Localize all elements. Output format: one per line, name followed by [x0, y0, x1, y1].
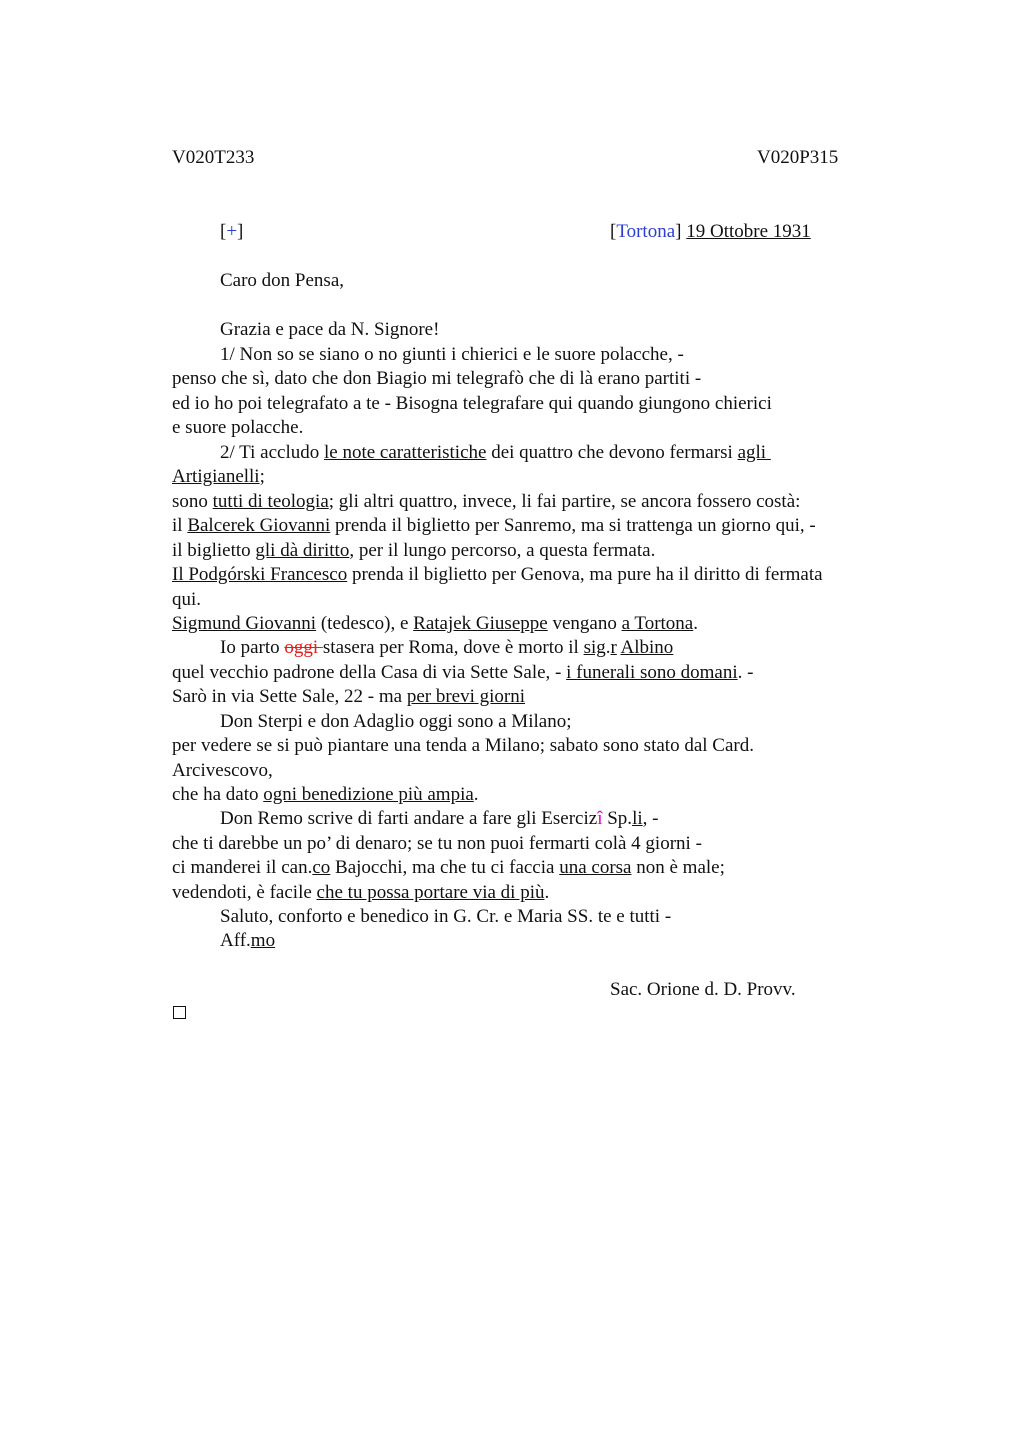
p5-line2: che ti darebbe un po’ di denaro; se tu non puoi fermarti colà 4 giorni - [172, 833, 702, 854]
p5-line3 [172, 856, 725, 880]
t: i funerali sono domani [566, 662, 738, 683]
p2-line8 [172, 612, 698, 636]
p2-line6 [172, 563, 823, 587]
t: ogni benedizione più ampia [263, 784, 474, 805]
t: le note caratteristiche [323, 442, 487, 463]
t: il [172, 515, 188, 536]
checkbox-square-icon [173, 1006, 186, 1019]
t: 2/ Ti accludo [220, 442, 324, 463]
t: Balcerek Giovanni [187, 515, 331, 536]
p5-line4 [172, 881, 549, 905]
marker: [+] [220, 221, 244, 242]
p2-line4 [172, 514, 816, 538]
t: ci manderei il can. [172, 857, 313, 878]
p3-line3 [172, 685, 525, 709]
t: che tu possa portare via di più [316, 882, 545, 903]
t: Sarò in via Sette Sale, 22 - ma [172, 686, 407, 707]
t: vedendoti, è facile [172, 882, 317, 903]
t: , - [642, 808, 659, 829]
t: non è male; [631, 857, 725, 878]
signature: Sac. Orione d. D. Provv. [610, 979, 796, 1000]
t: Artigianelli [172, 466, 260, 487]
t: Aff. [220, 930, 251, 951]
t: Don Remo scrive di farti andare a fare gli Eserciz [220, 808, 598, 829]
deleted-text: oggi [284, 637, 323, 658]
salutation: Caro don Pensa, [220, 270, 345, 291]
t: il biglietto [172, 540, 256, 561]
t: vengano [547, 613, 622, 634]
t: prenda il biglietto per Genova, ma pure ha il diritto di fermata [347, 564, 823, 585]
t: che ha dato [172, 784, 264, 805]
p2-line7: qui. [172, 589, 202, 610]
p4-line3: Arcivescovo, [172, 760, 273, 781]
t: per brevi giorni [406, 686, 525, 707]
t: mo [250, 930, 276, 951]
accent-char: î [597, 808, 603, 829]
t: . [693, 613, 698, 634]
header-left-code: V020T233 [172, 147, 255, 168]
p3-line2 [172, 661, 753, 685]
t: li [632, 808, 643, 829]
t: sono [172, 491, 213, 512]
p1-line4: e suore polacche. [172, 417, 304, 438]
p1-line2: penso che sì, dato che don Biagio mi telegrafò che di là erano partiti - [172, 368, 702, 389]
t: gli dà diritto [255, 540, 350, 561]
closing-aff [220, 929, 275, 953]
t: sig [583, 637, 606, 658]
place: Tortona [616, 221, 676, 242]
t: Albino [620, 637, 674, 658]
greeting: Grazia e pace da N. Signore! [220, 319, 440, 340]
p2-line5 [172, 539, 655, 563]
t: Il Podgórski Francesco [172, 564, 348, 585]
t: (tedesco), e [316, 613, 414, 634]
t: tutti di teologia [212, 491, 329, 512]
t: r [610, 637, 617, 658]
t: . [473, 784, 479, 805]
p4-line1: Don Sterpi e don Adaglio oggi sono a Milano; [220, 711, 572, 732]
t: a Tortona [621, 613, 694, 634]
t: Io parto [220, 637, 285, 658]
closing-line: Saluto, conforto e benedico in G. Cr. e Maria SS. te e tutti - [220, 906, 672, 927]
p5-line1 [220, 807, 658, 831]
t: Sigmund Giovanni [172, 613, 317, 634]
t: ; gli altri quattro, invece, li fai partire, se ancora fossero costà: [328, 491, 801, 512]
dateline: [Tortona] 19 Ottobre 1931 [610, 221, 811, 242]
p2-line1 [220, 441, 771, 465]
date: 19 Ottobre 1931 [686, 221, 811, 242]
t: prenda il biglietto per Sanremo, ma si trattenga un giorno qui, - [330, 515, 816, 536]
t: Bajocchi, ma che tu ci faccia [330, 857, 560, 878]
t: stasera per Roma, dove è morto il [322, 637, 584, 658]
t: . [605, 637, 611, 658]
p2-line2 [172, 465, 265, 489]
p4-line4 [172, 783, 479, 807]
t: agli [737, 442, 771, 463]
p3-line1 [220, 636, 673, 660]
t: Ratajek Giuseppe [413, 613, 548, 634]
t: co [312, 857, 331, 878]
header-right-code: V020P315 [757, 147, 839, 168]
t: dei quattro che devono fermarsi [486, 442, 738, 463]
t: . - [737, 662, 754, 683]
t: una corsa [559, 857, 632, 878]
p2-line3 [172, 490, 800, 514]
t: ; [259, 466, 265, 487]
p4-line2: per vedere se si può piantare una tenda a Milano; sabato sono stato dal Card. [172, 735, 754, 756]
marker-sign: + [226, 221, 238, 242]
t: , per il lungo percorso, a questa fermata. [349, 540, 656, 561]
p1-line3: ed io ho poi telegrafato a te - Bisogna telegrafare qui quando giungono chierici [172, 393, 772, 414]
t: Sp. [602, 808, 633, 829]
p1-line1: 1/ Non so se siano o no giunti i chierici e le suore polacche, - [220, 344, 684, 365]
t: . [544, 882, 550, 903]
t: quel vecchio padrone della Casa di via Sette Sale, - [172, 662, 567, 683]
